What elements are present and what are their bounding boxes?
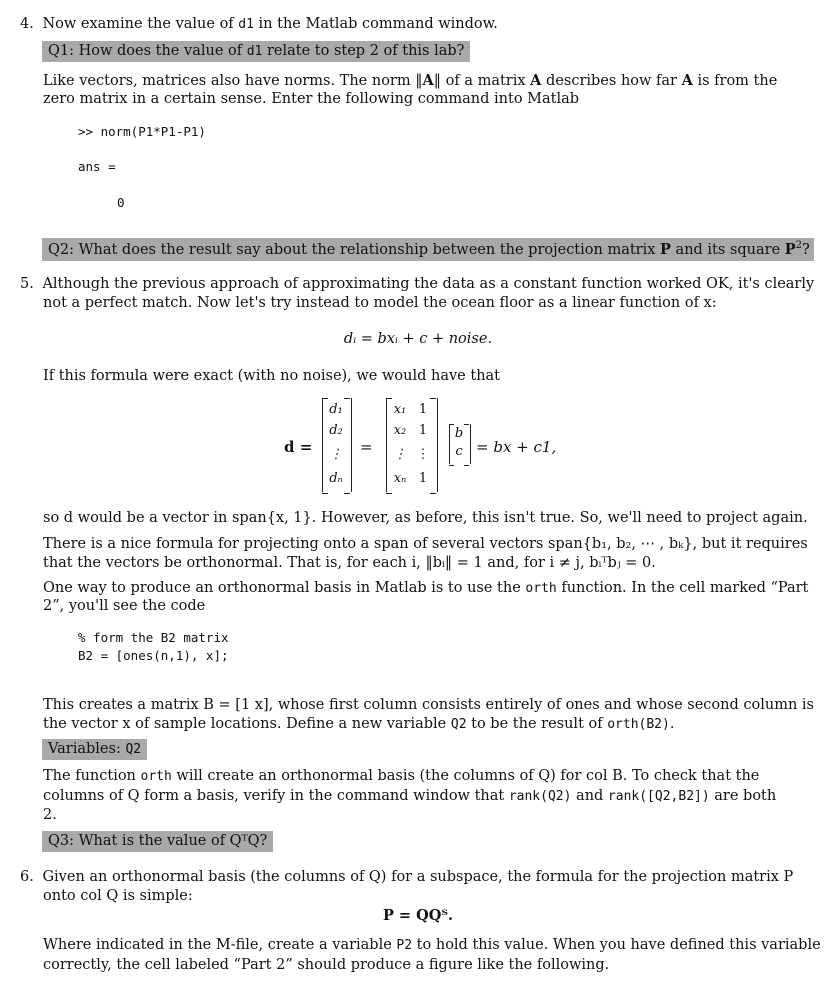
console-command: >> norm(P1*P1-P1) [78,124,206,139]
item-5-line11: The function orth will create an orthonormal basis (the columns of Q) for col B. To check that the [43,768,760,784]
question-q1: Q1: How does the value of d1 relate to step 2 of this lab? [42,41,470,62]
item-5-line1: 5. Although the previous approach of approximating the data as a constant function worked OK, it's clearly [20,276,815,292]
question-q2: Q2: What does the result say about the relationship between the projection matrix P and its square $P^2$? [42,238,814,261]
item-6-line3: Where indicated in the M-file, create a variable P2 to hold this value. When you have defined this variable [43,937,821,953]
item-6-line4: correctly, the cell labeled “Part 2” should produce a figure like the following. [43,957,610,973]
item-number: 6. [20,869,34,885]
norms-paragraph-line1: Like vectors, matrices also have norms. The norm ‖A‖ of a matrix A describes how far A is from the [43,72,778,89]
item-number: 5. [20,276,34,292]
item-5-line8: 2”, you'll see the code [43,598,206,614]
item-5-line3: If this formula were exact (with no noise), we would have that [43,368,501,384]
console-ans-value: 0 [117,195,125,210]
item-5-line9: This creates a matrix B = [1 x], whose first column consists entirely of ones and whose second column is [43,697,814,713]
linear-model-equation: dᵢ = bxᵢ + c + noise. [343,331,493,347]
item-5-line10: the vector x of sample locations. Define a new variable Q2 to be the result of orth(B2). [43,716,675,732]
item-5-line7: One way to produce an orthonormal basis in Matlab is to use the orth function. In the cell marked “Part [43,580,809,596]
projection-equation: P = QQᵀ. [382,907,454,924]
item-4: 4. Now examine the value of d1 in the Matlab command window. [20,16,498,32]
code-b2: B2 = [ones(n,1), x]; [78,648,229,663]
item-6-line2: onto col Q is simple: [43,888,193,904]
item-6-line1: 6. Given an orthonormal basis (the columns of Q) for a subspace, the formula for the projection matrix P [20,869,794,885]
code-comment: % form the B2 matrix [78,630,229,645]
item-5-line2: not a perfect match. Now let's try instead to model the ocean floor as a linear function of x: [43,295,717,311]
item-5-line5: There is a nice formula for projecting onto a span of several vectors span{b₁, b₂, ⋯ , bₖ}, but it requires [43,536,808,552]
norms-paragraph-line2: zero matrix in a certain sense. Enter the following command into Matlab [43,91,580,107]
question-q3: Q3: What is the value of QᵀQ? [42,831,273,852]
console-ans-label: ans = [78,159,116,174]
item-5-line13: 2. [43,807,57,823]
item-number: 4. [20,16,34,32]
item-5-line4: so d would be a vector in span{x, 1}. However, as before, this isn't true. So, we'll need to project again. [43,510,808,526]
variables-box: Variables: Q2 [42,739,147,760]
item-5-line12: columns of Q form a basis, verify in the command window that rank(Q2) and rank([Q2,B2]) are both [43,788,777,804]
item-5-line6: that the vectors be orthonormal. That is, for each i, ‖bᵢ‖ = 1 and, for i ≠ j, bᵢᵀbⱼ = 0. [43,555,656,571]
